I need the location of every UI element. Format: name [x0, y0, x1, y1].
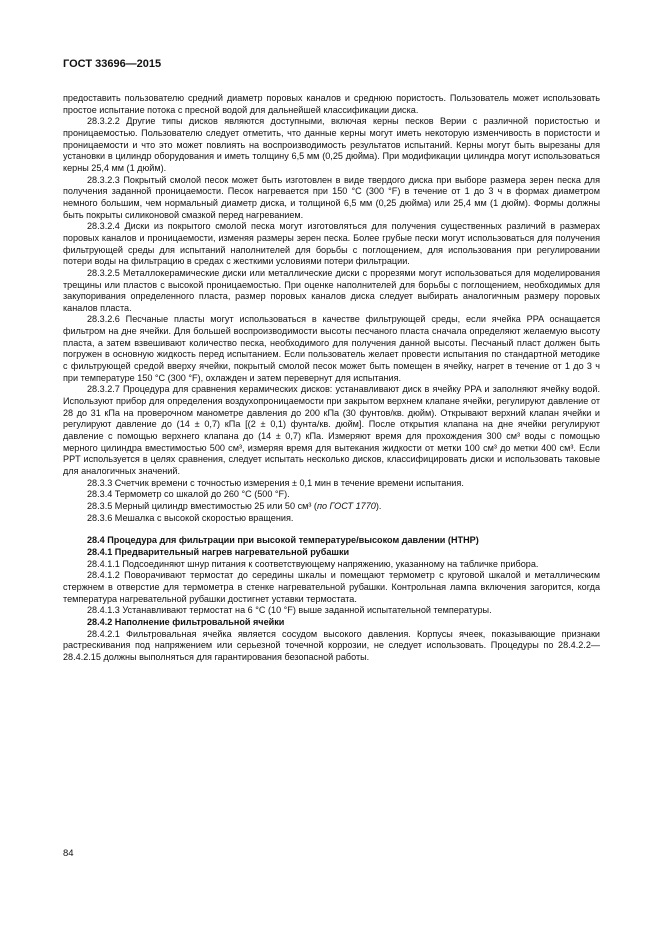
item-28-3-5-end: ).	[375, 500, 382, 511]
item-28-3-5-standard-reference: по ГОСТ 1770	[316, 500, 376, 511]
paragraph-28-3-2-6: 28.3.2.6 Песчаные пласты могут использоваться в качестве фильтрующей среды, если ячейка PPA оснащается фильтром на дне ячейки. Для большей воспроизводимости высоты песчаного пласта сначала определяют желаемую высоту пласта, а затем взвешивают количество песка, необходимого для получения данной высоты. Песчаный пласт должен быть погружен в основную жидкость перед испытанием. Если пользователь желает провести испытания по стандартной методике с фильтрующей средой вверху ячейки, покрытый смолой песок может быть помещен в ячейку, нагрет в течение от 1 до 3 ч при температуре 150 °C (300 °F), охлажден и затем перевернут для испытания.	[63, 314, 600, 383]
section-gap	[63, 524, 600, 535]
item-28-3-5	[63, 501, 600, 513]
section-heading-28-4: 28.4 Процедура для фильтрации при высокой температуре/высоком давлении (HTHP)	[87, 535, 479, 546]
paragraph-28-3-2-3: 28.3.2.3 Покрытый смолой песок может быть изготовлен в виде твердого диска при выборе размера зерен песка для получения заданной проницаемости. Песок нагревается при 150 °C (300 °F) в течение от 1 до 3 ч в формах диаметром немного большим, чем нормальный диаметр диска, и толщиной 6,5 мм (0,25 дюйма) или 25,4 мм (1 дюйм). Формы должны быть покрыты силиконовой смазкой перед нагреванием.	[63, 174, 600, 220]
item-28-3-4: 28.3.4 Термометр со шкалой до 260 °C (500 °F).	[87, 489, 290, 500]
paragraph-28-4-1-3: 28.4.1.3 Устанавливают термостат на 6 °C (10 °F) выше заданной испытательной температуры.	[87, 605, 492, 616]
paragraph-28-3-2-4: 28.3.2.4 Диски из покрытого смолой песка могут изготовляться для получения существенных различий в размерах поровых каналов и проницаемости, изменяя размеры зерен песка. Более грубые пески могут использоваться для получения фильтрующей среды для испытаний наполнителей для борьбы с поглощением, для использования при регулировании потери воды на фильтрацию в средах с жесткими условиями потери фильтрации.	[63, 221, 600, 267]
subsection-heading-28-4-1: 28.4.1 Предварительный нагрев нагревательной рубашки	[87, 546, 350, 557]
item-28-3-5-text: 28.3.5 Мерный цилиндр вместимостью 25 или 50 см³ (	[87, 500, 317, 511]
item-28-3-3: 28.3.3 Счетчик времени с точностью измерения ± 0,1 мин в течение времени испытания.	[87, 477, 464, 488]
paragraph-continuation: предоставить пользователю средний диаметр поровых каналов и среднюю пористость. Пользователь может использовать простое испытание потока с пресной водой для дальнейшей классификации диска.	[63, 93, 600, 115]
paragraph-28-3-2-2: 28.3.2.2 Другие типы дисков являются доступными, включая керны песков Верии с различной пористостью и проницаемостью. Пользователю следует отметить, что данные керны могут иметь некоторую изменчивость в пористости и проницаемости и что это может повлиять на воспроизводимость результатов испытаний. Керны могут быть вырезаны для установки в цилиндр оборудования и иметь толщину 6,5 мм (0,25 дюйма). При модификации цилиндра могут использоваться керны 25,4 мм (1 дюйм).	[63, 116, 600, 173]
page-number: 84	[63, 848, 74, 859]
paragraph-28-3-2-5: 28.3.2.5 Металлокерамические диски или металлические диски с прорезями могут использоваться для моделирования трещины или пластов с высокой проницаемостью. При оценке наполнителей для борьбы с поглощением, необходимых для закупоривания определенного пласта, размер поровых каналов диска следует выбирать аналогичным размеру поровых каналов пласта.	[63, 267, 600, 313]
page-body	[63, 93, 600, 664]
page-header-standard-number: ГОСТ 33696—2015	[63, 58, 162, 70]
paragraph-28-4-1-2: 28.4.1.2 Поворачивают термостат до середины шкалы и помещают термометр с круговой шкалой и металлическим стержнем в отверстие для термометра в стенке нагревательной рубашки. Контрольная лампа включения загорится, когда температура нагревательной рубашки достигнет уставки термостата.	[63, 570, 600, 604]
subsection-heading-28-4-2: 28.4.2 Наполнение фильтровальной ячейки	[87, 616, 285, 627]
item-28-3-6: 28.3.6 Мешалка с высокой скоростью вращения.	[87, 512, 294, 523]
paragraph-28-4-2-1: 28.4.2.1 Фильтровальная ячейка является сосудом высокого давления. Корпусы ячеек, показывающие признаки растрескивания под напряжением или серьезной точечной коррозии, не следует использовать. Процедуры по 28.4.2.2—28.4.2.15 должны выполняться для гарантирования безопасной работы.	[63, 628, 600, 662]
paragraph-28-4-1-1: 28.4.1.1 Подсоединяют шнур питания к соответствующему напряжению, указанному на табличке прибора.	[87, 558, 539, 569]
paragraph-28-3-2-7: 28.3.2.7 Процедура для сравнения керамических дисков: устанавливают диск в ячейку PPA и заполняют ячейку водой. Используют прибор для определения воздухопроницаемости при закрытом верхнем клапане ячейки, регулируют давление от 28 до 31 кПа на проверочном манометре давления до 200 кПа (30 фунтов/кв. дюйм). Открывают верхний клапан ячейки и регулируют давление до (14 ± 0,7) кПа [(2 ± 0,1) фунта/кв. дюйм]. После открытия клапана на дне ячейки регулируют давление с помощью верхнего клапана до (14 ± 0,7) кПа. Измеряют время для прохождения 300 см³ воды с помощью мерного цилиндра вместимостью 500 см³, измеряя время для вытекания жидкости от метки 100 см³ до метки 400 см³. Если PPT используется в целях сравнения, следует испытать несколько дисков, классифицировать диски и использовать таковые для аналогичных значений.	[63, 384, 600, 476]
